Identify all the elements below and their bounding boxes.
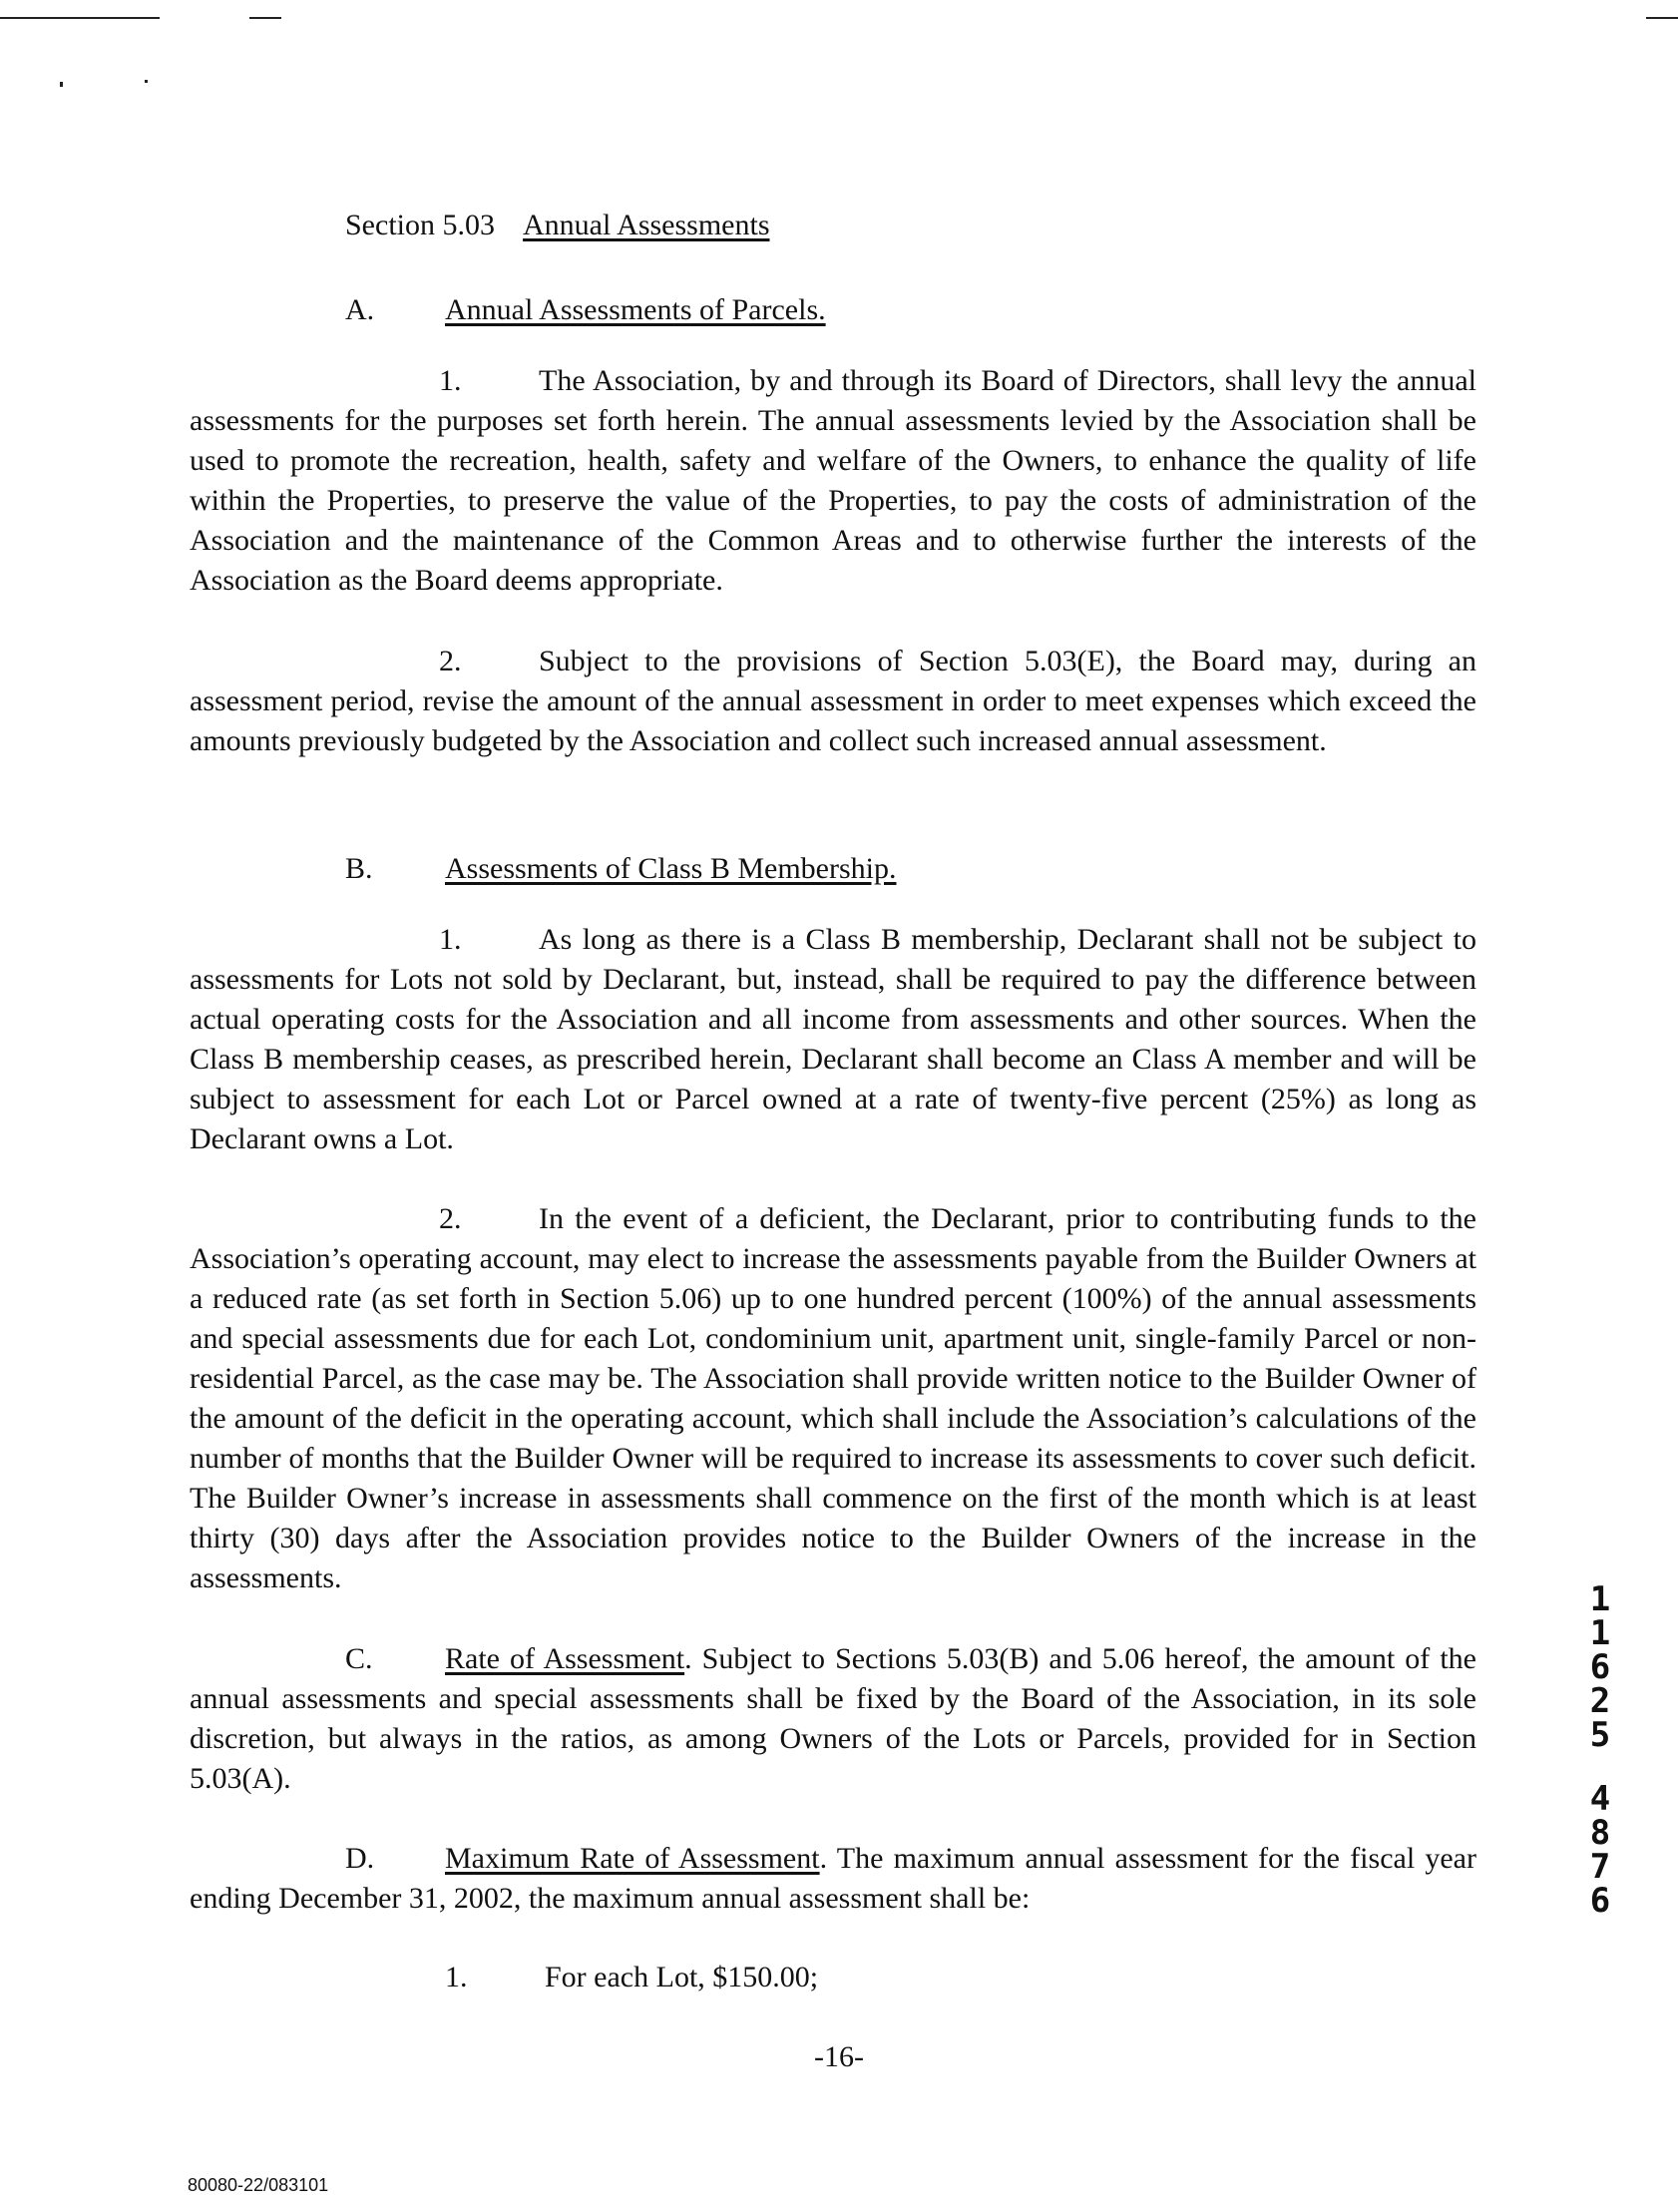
paragraph-d1-number: 1. [445,1961,468,1993]
stamp-digit: 7 [1589,1847,1611,1887]
stamp-digit: 4 [1589,1779,1611,1819]
subsection-d-title: Maximum Rate of Assessment [445,1842,820,1875]
stamp-digit: 6 [1589,1647,1611,1687]
paragraph-b1-number: 1. [439,923,462,956]
paragraph-a2-text: Subject to the provisions of Section 5.03(E), the Board may, during an assessment period, revise the amount of the annual assessment in order to meet expenses which exceed the amounts previously budgeted by the Association and collect such increased annual assessment. [190,645,1476,757]
subsection-a-title: Annual Assessments of Parcels. [445,293,826,326]
section-heading [345,208,770,243]
scan-artifact-dot [60,82,63,87]
paragraph-d [190,1839,1476,1919]
paragraph-a2 [190,642,1476,761]
subsection-c-text: . Subject to Sections 5.03(B) and 5.06 hereof, the amount of the annual assessments and special assessments shall be fixed by the Board of the Association, in its sole discretion, but always in the ratios, as among Owners of the Lots or Parcels, provided for in Section 5.03(A). [190,1642,1476,1795]
paragraph-b2-number: 2. [439,1202,462,1235]
paragraph-b2-text: In the event of a deficient, the Declarant, prior to contributing funds to the Association’s operating account, may elect to increase the assessments payable from the Builder Owners at a reduced rate (as set forth in Section 5.06) up to one hundred percent (100%) of the annual assessments and special assessments due for each Lot, condominium unit, apartment unit, single-family Parcel or non-residential Parcel, as the case may be. The Association shall provide written notice to the Builder Owner of the amount of the deficit in the operating account, which shall include the Association’s calculations of the number of months that the Builder Owner will be required to increase its assessments to cover such deficit. The Builder Owner’s increase in assessments shall commence on the first of the month which is at least thirty (30) days after the Association provides notice to the Builder Owners of the increase in the assessments. [190,1202,1476,1594]
subsection-c-letter: C. [345,1642,373,1675]
subsection-d-text: . The maximum annual assessment for the fiscal year ending December 31, 2002, the maximum annual assessment shall be: [190,1842,1476,1915]
paragraph-a2-number: 2. [439,645,462,677]
scan-artifact-line [1646,17,1678,19]
paragraph-d1-text: For each Lot, $150.00; [545,1961,819,1993]
scan-artifact-dot [145,80,148,83]
subsection-d-letter: D. [345,1842,375,1875]
stamp-digit: 5 [1589,1715,1611,1755]
paragraph-a1 [190,361,1476,601]
section-number: Section 5.03 [345,209,495,241]
document-id: 80080-22/083101 [188,2175,329,2195]
recording-stamp-group-1 [1580,1579,1620,1755]
section-title: Annual Assessments [523,209,770,241]
stamp-digit: 6 [1589,1881,1611,1921]
stamp-digit: 8 [1589,1813,1611,1853]
scan-artifact-line [0,17,160,19]
subsection-c-title: Rate of Assessment [445,1642,685,1675]
subsection-b-letter: B. [345,852,373,885]
paragraph-b1-text: As long as there is a Class B membership, Declarant shall not be subject to assessments for Lots not sold by Declarant, but, instead, shall be required to pay the difference between actual operating costs for the Association and all income from assessments and other sources. When the Class B membership ceases, as prescribed herein, Declarant shall become an Class A member and will be subject to assessment for each Lot or Parcel owned at a rate of twenty-five percent (25%) as long as Declarant owns a Lot. [190,923,1476,1155]
paragraph-b2 [190,1199,1476,1598]
paragraph-d1 [445,1960,818,1995]
subsection-b-heading [345,851,897,887]
paragraph-c [190,1639,1476,1799]
stamp-digit: 2 [1589,1681,1611,1721]
page-number: -16- [814,2040,864,2073]
paragraph-a1-number: 1. [439,364,462,397]
paragraph-a1-text: The Association, by and through its Board of Directors, shall levy the annual assessments for the purposes set forth herein. The annual assessments levied by the Association shall be used to promote the recreation, health, safety and welfare of the Owners, to enhance the quality of life within the Properties, to preserve the value of the Properties, to pay the costs of administration of the Association and the maintenance of the Common Areas and to otherwise further the interests of the Association as the Board deems appropriate. [190,364,1476,597]
recording-stamp-group-2 [1580,1779,1620,1921]
stamp-digit: 1 [1589,1613,1611,1653]
scan-artifact-line [249,17,281,19]
subsection-b-title: Assessments of Class B Membership. [445,852,897,885]
paragraph-b1 [190,920,1476,1159]
subsection-a-heading [345,292,826,328]
subsection-a-letter: A. [345,293,375,326]
stamp-digit: 1 [1589,1579,1611,1619]
